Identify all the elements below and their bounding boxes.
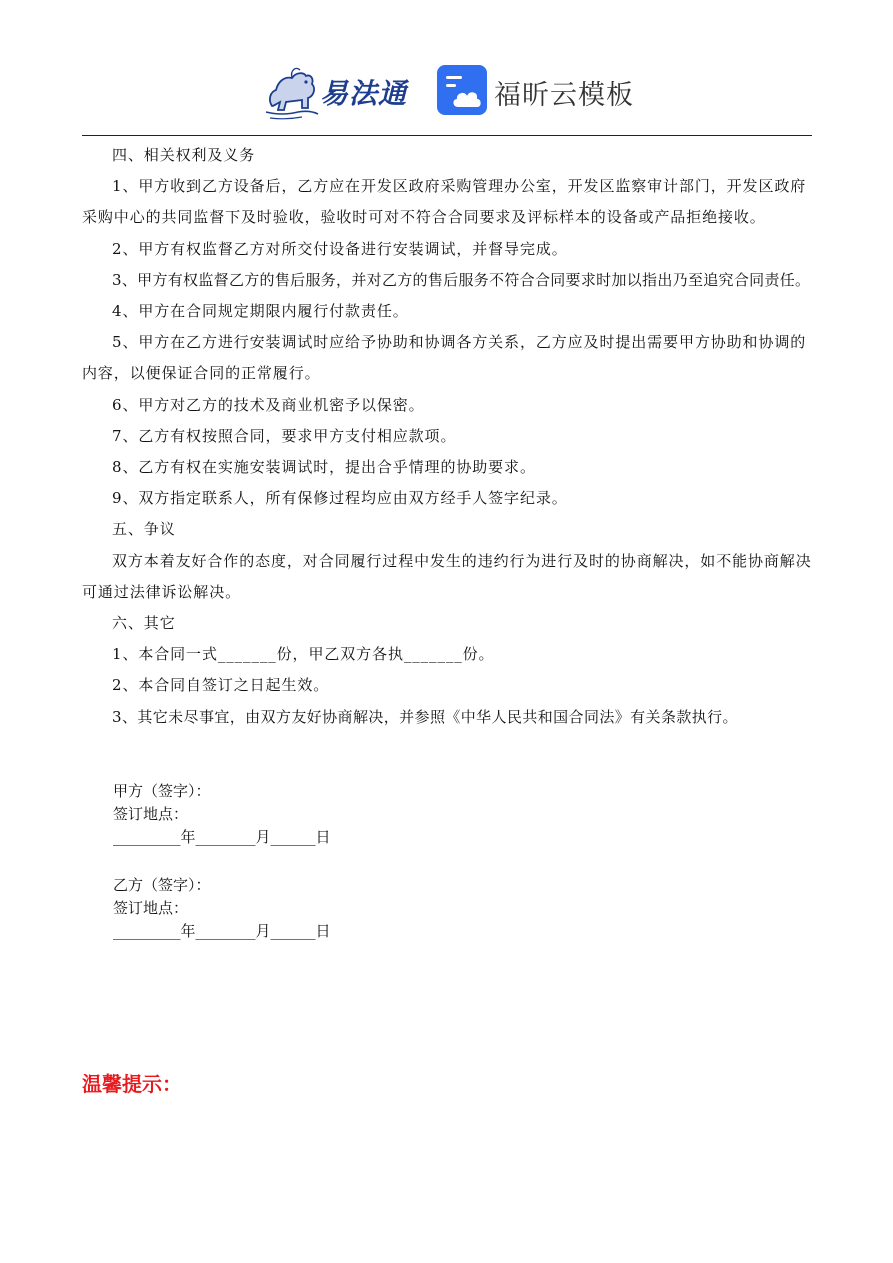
section-heading: 四、相关权利及义务	[112, 146, 256, 164]
clause: 9、双方指定联系人，所有保修过程均应由双方经手人签字纪录。	[112, 489, 568, 508]
clause: 6、甲方对乙方的技术及商业机密予以保密。	[112, 395, 425, 414]
header-divider	[82, 135, 812, 136]
party-b-signature-block	[113, 874, 331, 943]
party-a-signature-block	[113, 780, 331, 849]
party-b-place-line: 签订地点：	[113, 899, 189, 917]
party-b-sign-line: 乙方（签字）：	[113, 876, 211, 894]
yifatong-logo-text: 易法通	[320, 77, 408, 110]
contract-body	[82, 140, 814, 733]
cloud-document-icon	[436, 64, 488, 116]
clause: 2、甲方有权监督乙方对所交付设备进行安装调试，并督导完成。	[112, 239, 568, 258]
party-a-place-line: 签订地点：	[113, 805, 189, 823]
clause: 2、本合同自签订之日起生效。	[112, 676, 330, 695]
header	[0, 58, 893, 122]
party-a-sign-line: 甲方（签字）：	[113, 782, 211, 800]
clause: 7、乙方有权按照合同，要求甲方支付相应款项。	[112, 426, 457, 445]
clause: 8、乙方有权在实施安装调试时，提出合乎情理的协助要求。	[112, 458, 536, 477]
qilin-icon	[262, 62, 322, 120]
clause: 1、甲方收到乙方设备后，乙方应在开发区政府采购管理办公室，开发区监察审计部门，开发区政府采购中心的共同监督下及时验收，验收时可对不符合合同要求及评标样本的设备或产品拒绝接收。	[82, 177, 807, 227]
yifatong-logo	[262, 62, 417, 120]
section-heading: 六、其它	[112, 614, 176, 633]
clause: 5、甲方在乙方进行安装调试时应给予协助和协调各方关系，乙方应及时提出需要甲方协助和协调的内容，以便保证合同的正常履行。	[82, 333, 807, 383]
clause: 双方本着友好合作的态度，对合同履行过程中发生的违约行为进行及时的协商解决，如不能协商解决可通过法律诉讼解决。	[82, 551, 812, 601]
clause: 3、甲方有权监督乙方的售后服务，并对乙方的售后服务不符合合同要求时加以指出乃至追究合同责任。	[112, 270, 811, 289]
clause: 1、本合同一式_______份，甲乙双方各执_______份。	[112, 645, 495, 664]
foxit-template-logo	[436, 64, 636, 118]
warm-tip-heading: 温馨提示：	[82, 1072, 182, 1096]
clause: 4、甲方在合同规定期限内履行付款责任。	[112, 302, 409, 321]
party-a-date-line: _________年________月______日	[113, 828, 331, 846]
party-b-date-line: _________年________月______日	[113, 922, 331, 940]
foxit-template-logo-text: 福昕云模板	[494, 80, 634, 111]
clause: 3、其它未尽事宜，由双方友好协商解决，并参照《中华人民共和国合同法》有关条款执行。	[112, 707, 738, 726]
section-heading: 五、争议	[112, 520, 176, 539]
